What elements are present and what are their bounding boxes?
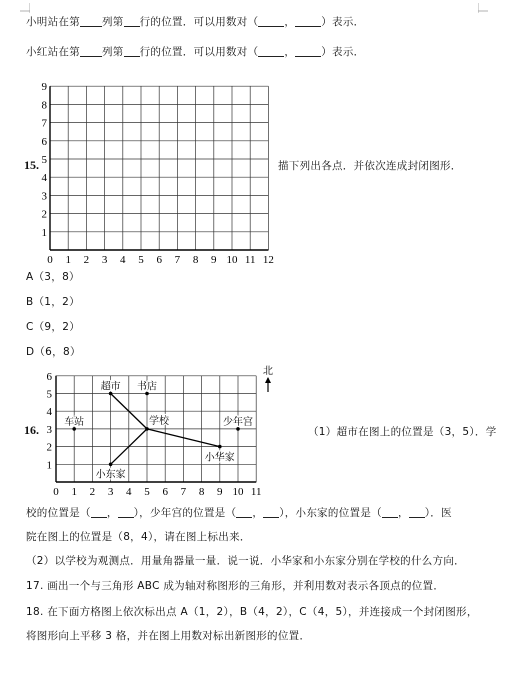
corner-mark-left: [20, 3, 30, 13]
x-tick-label: 3: [107, 486, 114, 498]
point-b: B（1，2）: [26, 296, 80, 308]
y-tick-label: 1: [41, 226, 47, 239]
y-tick-label: 6: [41, 135, 47, 148]
blank[interactable]: [124, 15, 140, 27]
x-tick-label: 9: [211, 254, 217, 263]
y-tick-label: 2: [46, 441, 52, 454]
blank[interactable]: [263, 506, 279, 518]
y-tick-label: 1: [46, 459, 52, 472]
x-tick-label: 11: [244, 254, 256, 263]
x-tick-label: 9: [217, 486, 223, 498]
x-tick-label: 7: [180, 486, 187, 498]
y-tick-label: 4: [41, 172, 47, 185]
blank[interactable]: [409, 506, 425, 518]
corner-mark-right: [478, 3, 488, 13]
x-tick-label: 10: [226, 254, 238, 263]
y-tick-label: 5: [41, 154, 47, 166]
label-youth_palace: 少年宫: [223, 416, 253, 428]
xiaoming-line: 小明站在第 列第 行的位置．可以用数对（ ， ）表示．: [26, 16, 365, 28]
q16-text-b: 校的位置是（ ， ），少年宫的位置是（ ， ），小东家的位置是（ ， ）．医: [26, 507, 452, 519]
q16-number: 16.: [24, 423, 39, 437]
point-c: C（9，2）: [26, 321, 80, 333]
y-tick-label: 3: [46, 423, 52, 436]
y-tick-label: 8: [41, 99, 47, 112]
blank[interactable]: [91, 506, 107, 518]
point-xiaohua_home: [218, 445, 222, 449]
y-tick-label: 2: [41, 208, 47, 221]
xiaohong-line: 小红站在第 列第 行的位置．可以用数对（ ， ）表示．: [26, 46, 365, 58]
q15-number: 15.: [24, 158, 39, 172]
label-station: 车站: [64, 416, 85, 428]
label-xiaodong_home: 小东家: [95, 469, 126, 481]
point-xiaodong_home: [109, 463, 113, 467]
label-bookstore: 书店: [137, 381, 157, 393]
point-a: A（3，8）: [26, 271, 80, 283]
q15-instruction: 描下列出各点．并依次连成封闭图形．: [278, 160, 462, 172]
x-tick-label: 2: [83, 254, 90, 263]
x-tick-label: 4: [126, 486, 132, 498]
x-tick-label: 6: [156, 254, 162, 263]
x-tick-label: 4: [120, 254, 126, 263]
blank[interactable]: [80, 45, 102, 57]
x-tick-label: 8: [192, 254, 199, 263]
q16-text-d: （2）以学校为观测点．用量角器量一量．说一说．小华家和小东家分别在学校的什么方向．: [26, 555, 465, 567]
y-tick-label: 5: [46, 388, 52, 401]
x-tick-label: 8: [198, 486, 205, 498]
map-grid-16[interactable]: [38, 362, 278, 502]
q16-text-c: 院在图上的位置是（8，4），请在图上标出来．: [26, 531, 251, 543]
y-tick-label: 9: [41, 81, 47, 94]
q17-text: 17. 画出一个与三角形 ABC 成为轴对称图形的三角形，并利用数对表示各顶点的位置．: [26, 580, 445, 592]
x-tick-label: 1: [71, 486, 77, 498]
label-supermarket: 超市: [100, 381, 121, 393]
label-xiaohua_home: 小华家: [204, 452, 235, 464]
x-tick-label: 3: [101, 254, 108, 263]
blank[interactable]: [295, 15, 321, 27]
x-tick-label: 2: [89, 486, 96, 498]
blank[interactable]: [258, 15, 284, 27]
x-tick-label: 12: [262, 254, 274, 263]
q16-text-a: （1）超市在图上的位置是（3，5）．学: [308, 426, 497, 438]
x-tick-label: 0: [53, 486, 59, 498]
y-tick-label: 3: [41, 190, 47, 203]
y-tick-label: 6: [46, 370, 52, 383]
north-arrow-icon: [265, 377, 271, 383]
y-tick-label: 7: [41, 117, 47, 130]
coordinate-grid-15[interactable]: [38, 68, 278, 263]
x-tick-label: 11: [250, 486, 262, 498]
x-tick-label: 7: [174, 254, 181, 263]
blank[interactable]: [118, 506, 134, 518]
x-tick-label: 6: [162, 486, 168, 498]
point-d: D（6，8）: [26, 346, 81, 358]
label-school: 学校: [149, 415, 169, 427]
blank[interactable]: [236, 506, 252, 518]
point-school: [145, 427, 149, 431]
blank[interactable]: [295, 45, 321, 57]
x-tick-label: 1: [65, 254, 71, 263]
blank[interactable]: [382, 506, 398, 518]
x-tick-label: 0: [47, 254, 53, 263]
x-tick-label: 5: [144, 486, 150, 498]
x-tick-label: 10: [232, 486, 244, 498]
y-tick-label: 4: [46, 406, 52, 419]
blank[interactable]: [124, 45, 140, 57]
q18-line2: 将图形向上平移 3 格，并在图上用数对标出新图形的位置．: [26, 630, 311, 642]
q18-line1: 18. 在下面方格图上依次标出点 A（1，2），B（4，2），C（4，5），并连接成一个封闭图形，: [26, 606, 478, 618]
x-tick-label: 5: [138, 254, 144, 263]
north-label: 北: [263, 366, 273, 377]
blank[interactable]: [258, 45, 284, 57]
blank[interactable]: [80, 15, 102, 27]
